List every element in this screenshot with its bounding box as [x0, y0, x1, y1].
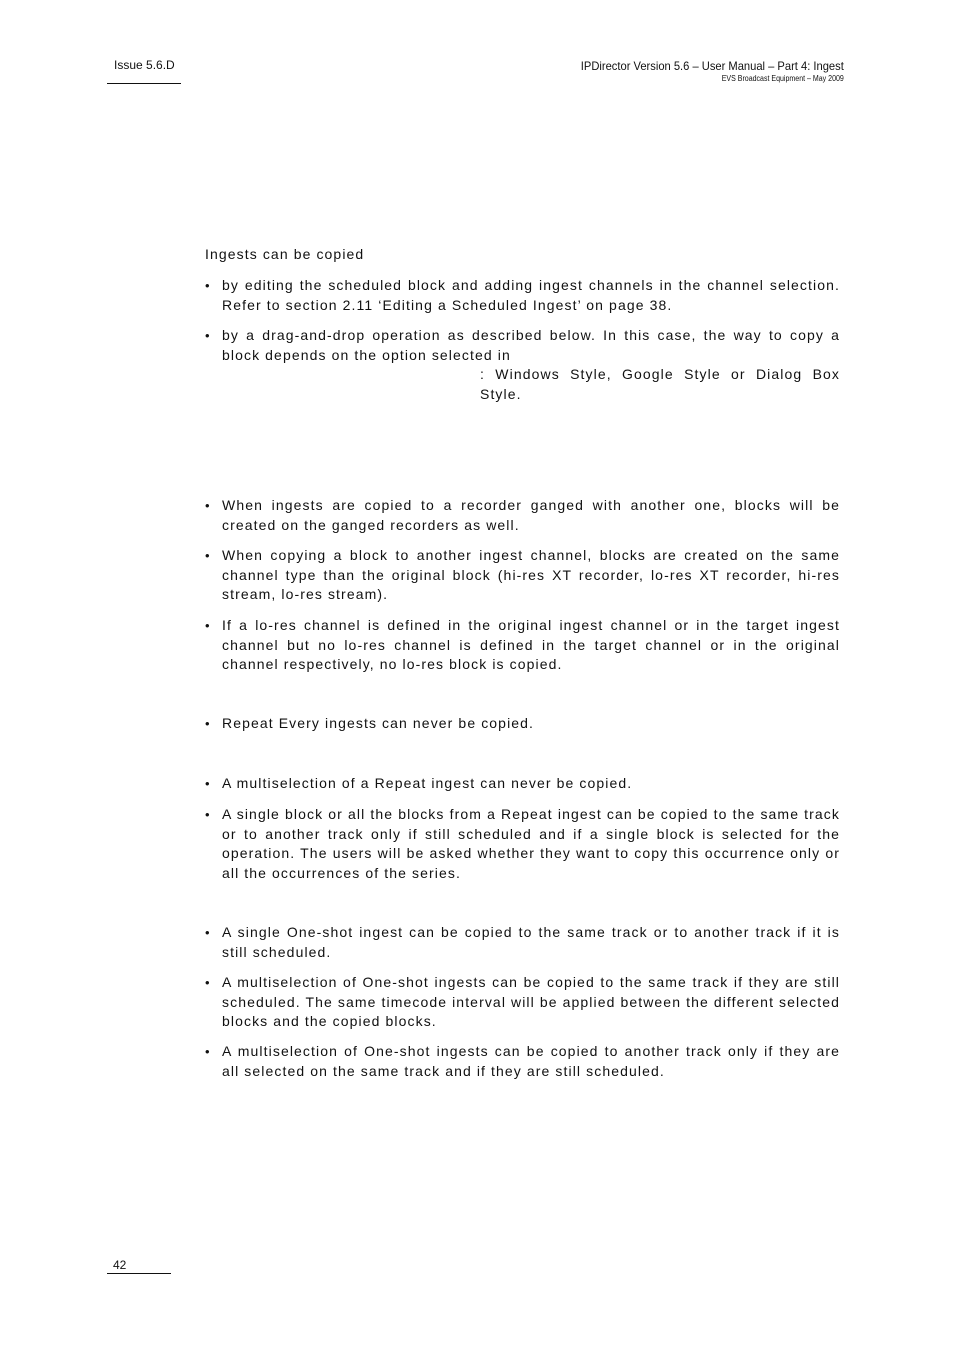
list-item — [205, 326, 840, 404]
bullet-icon: • — [205, 776, 211, 791]
bullet-icon: • — [205, 807, 211, 822]
document-title: IPDirector Version 5.6 – User Manual – Part 4: Ingest — [580, 59, 844, 73]
bullet-icon: • — [205, 618, 211, 633]
running-header — [561, 58, 844, 84]
list-item: • A single One-shot ingest can be copied to the same track or to another track if it is still scheduled. — [205, 924, 840, 960]
list-item: • A multiselection of a Repeat ingest can never be copied. — [205, 774, 840, 794]
list-item: • by editing the scheduled block and adding ingest channels in the channel selection. Refer to section 2.11 ‘Editing a Scheduled Ingest’ on page 38. — [205, 277, 840, 313]
bullet-icon: • — [205, 498, 211, 513]
list-item: • Repeat Every ingests can never be copied. — [205, 714, 840, 734]
bullet-icon: • — [205, 716, 211, 731]
list-item: • When copying a block to another ingest channel, blocks are created on the same channel type than the original block (hi-res XT recorder, lo-res XT recorder, hi-res stream, lo-res stream). — [205, 547, 840, 602]
page-number: 42 — [113, 1258, 127, 1272]
footer-rule — [107, 1273, 171, 1274]
list-item: • A single block or all the blocks from a Repeat ingest can be copied to the same track or to another track only if still scheduled and if a single block is selected for the operation. The users will be asked whether they want to copy this occurrence only or all the occurrences of the series. — [205, 806, 840, 881]
document-subtitle: EVS Broadcast Equipment – May 2009 — [721, 74, 844, 83]
intro-paragraph: Ingests can be copied — [205, 246, 365, 262]
list-item: • A multiselection of One-shot ingests can be copied to the same track if they are still scheduled. The same timecode interval will be applied between the different selected blocks and the copied blocks. — [205, 974, 840, 1029]
header-rule — [107, 83, 181, 84]
bullet-icon: • — [205, 278, 211, 293]
bullet-icon: • — [205, 925, 211, 940]
bullet-icon: • — [205, 548, 211, 563]
list-item-continuation: : Windows Style, Google Style or Dialog Box Style. — [480, 366, 840, 402]
bullet-icon: • — [205, 328, 211, 343]
list-item: • If a lo-res channel is defined in the original ingest channel or in the target ingest channel but no lo-res channel is defined in the target channel or in the original channel respectively, no lo-res block is copied. — [205, 617, 840, 672]
bullet-icon: • — [205, 1044, 211, 1059]
list-item: • A multiselection of One-shot ingests can be copied to another track only if they are all selected on the same track and if they are still scheduled. — [205, 1043, 840, 1079]
list-item-text: by a drag-and-drop operation as described below. In this case, the way to copy a block depends on the option selected in : Windows Style, Google Style or Dialog Box Style. — [222, 326, 840, 404]
issue-label: Issue 5.6.D — [114, 58, 175, 72]
list-item: • When ingests are copied to a recorder ganged with another one, blocks will be created on the ganged recorders as well. — [205, 497, 840, 533]
bullet-icon: • — [205, 975, 211, 990]
